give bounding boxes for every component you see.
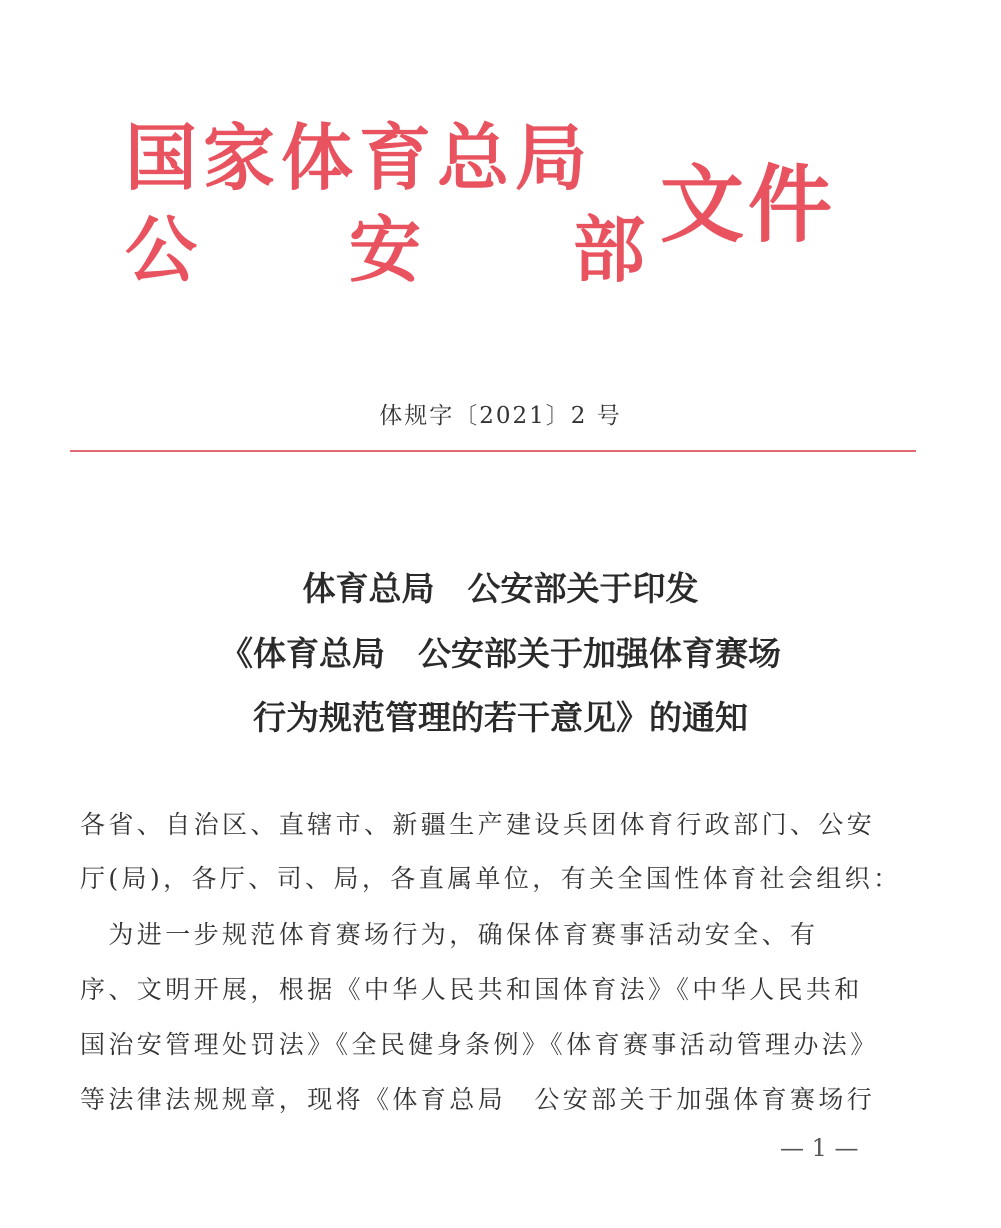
body-line: 序、文明开展，根据《中华人民共和国体育法》《中华人民共和 xyxy=(80,975,863,1004)
org-char: 安 xyxy=(348,207,421,292)
body-line: 各省、自治区、直辖市、新疆生产建设兵团体育行政部门、公安 xyxy=(80,810,876,839)
document-label: 文件 xyxy=(660,155,837,254)
org-char: 公 xyxy=(125,207,198,292)
title-line-1: 体育总局 公安部关于印发 xyxy=(302,569,699,608)
title-line-3: 行为规范管理的若干意见》的通知 xyxy=(253,698,748,737)
body-line: 为进一步规范体育赛场行为，确保体育赛事活动安全、有 xyxy=(80,920,819,949)
body-line: 厅(局)，各厅、司、局，各直属单位，有关全国性体育社会组织： xyxy=(80,864,902,893)
red-divider xyxy=(70,450,916,452)
document-number: 体规字〔2021〕2 号 xyxy=(379,403,622,429)
issuing-org-line-2 xyxy=(125,207,645,292)
org-char: 部 xyxy=(572,207,645,292)
title-line-2: 《体育总局 公安部关于加强体育赛场 xyxy=(220,634,781,673)
body-line: 等法律法规规章，现将《体育总局 公安部关于加强体育赛场行 xyxy=(80,1085,876,1114)
body-line: 国治安管理处罚法》《全民健身条例》《体育赛事活动管理办法》 xyxy=(80,1030,879,1059)
page-number: — 1 — xyxy=(780,1134,859,1162)
issuing-org-line-1: 国家体育总局 xyxy=(125,115,594,200)
